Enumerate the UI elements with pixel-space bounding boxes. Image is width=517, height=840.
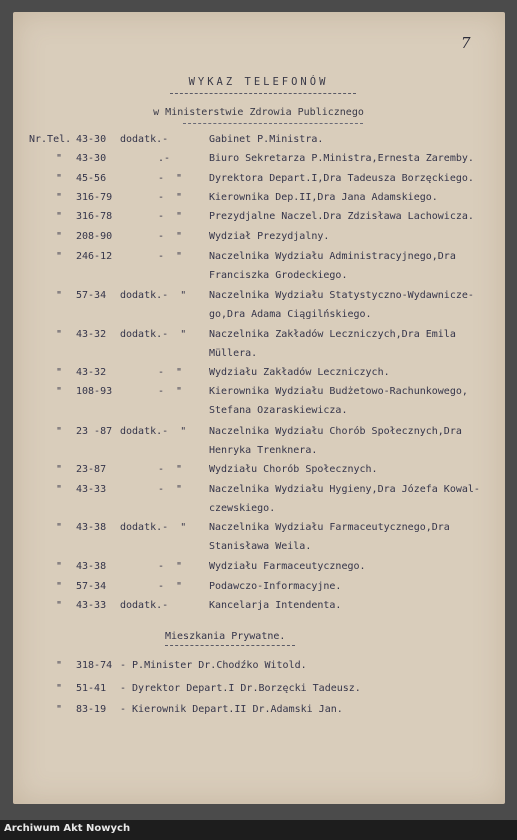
extension-marker: dodatk.- " xyxy=(120,426,187,437)
extension-marker: dodatk.- xyxy=(120,600,169,611)
entry-description: Prezydjalne Naczel.Dra Zdzisława Lachowicza. xyxy=(209,211,474,222)
document-subtitle: w Ministerstwie Zdrowia Publicznego xyxy=(153,107,364,118)
entry-description: - Kierownik Depart.II Dr.Adamski Jan. xyxy=(120,704,343,715)
phone-number: 43-30 xyxy=(76,134,107,145)
extension-marker: .- xyxy=(158,153,171,164)
extension-marker: dodatk.- xyxy=(120,134,169,145)
extension-marker: - " xyxy=(158,484,183,495)
entry-prefix: " xyxy=(56,367,63,378)
entry-description: Wydziału Chorób Społecznych. xyxy=(209,464,378,475)
entry-prefix: " xyxy=(56,153,63,164)
extension-marker: - " xyxy=(158,561,183,572)
entry-description: Henryka Trenknera. xyxy=(209,445,318,456)
entry-prefix: " xyxy=(56,660,63,671)
entry-prefix: " xyxy=(56,192,63,203)
entry-prefix: " xyxy=(56,561,63,572)
entry-description: Naczelnika Zakładów Leczniczych,Dra Emila xyxy=(209,329,456,340)
archive-name: Archiwum Akt Nowych xyxy=(4,823,131,834)
phone-number: 108-93 xyxy=(76,386,113,397)
subtitle-underline xyxy=(183,123,363,124)
entry-description: Naczelnika Wydziału Hygieny,Dra Józefa Kowal- xyxy=(209,484,480,495)
phone-number: 316-79 xyxy=(76,192,113,203)
entry-prefix: " xyxy=(56,522,63,533)
extension-marker: - " xyxy=(158,581,183,592)
phone-number: 43-33 xyxy=(76,600,107,611)
document-title: WYKAZ TELEFONÓW xyxy=(188,76,329,88)
private-section-underline xyxy=(165,645,295,646)
entry-description: - Dyrektor Depart.I Dr.Borzęcki Tadeusz. xyxy=(120,683,361,694)
title-underline xyxy=(170,93,356,94)
phone-number: 43-32 xyxy=(76,329,107,340)
entry-description: Naczelnika Wydziału Farmaceutycznego,Dra xyxy=(209,522,450,533)
entry-prefix: " xyxy=(56,600,63,611)
entry-prefix: " xyxy=(56,683,63,694)
extension-marker: dodatk.- " xyxy=(120,290,187,301)
entry-prefix: " xyxy=(56,329,63,340)
phone-number: 318-74 xyxy=(76,660,113,671)
entry-prefix: " xyxy=(56,251,63,262)
phone-number: 57-34 xyxy=(76,290,107,301)
extension-marker: dodatk.- " xyxy=(120,329,187,340)
entry-description: Kierownika Dep.II,Dra Jana Adamskiego. xyxy=(209,192,438,203)
entry-description: Naczelnika Wydziału Administracyjnego,Dra xyxy=(209,251,456,262)
phone-number: 43-32 xyxy=(76,367,107,378)
entry-prefix: " xyxy=(56,426,63,437)
entry-prefix: " xyxy=(56,173,63,184)
extension-marker: - " xyxy=(158,386,183,397)
entry-description: Müllera. xyxy=(209,348,258,359)
entry-description: Biuro Sekretarza P.Ministra,Ernesta Zaremby. xyxy=(209,153,474,164)
entry-description: Wydział Prezydjalny. xyxy=(209,231,330,242)
entry-prefix: " xyxy=(56,211,63,222)
page-number: 7 xyxy=(461,34,471,52)
extension-marker: - " xyxy=(158,173,183,184)
phone-number: 23-87 xyxy=(76,464,107,475)
entry-description: Dyrektora Depart.I,Dra Tadeusza Borzęckiego. xyxy=(209,173,474,184)
entry-description: Kierownika Wydziału Budżetowo-Rachunkowego, xyxy=(209,386,468,397)
entry-prefix: " xyxy=(56,484,63,495)
entry-prefix: " xyxy=(56,231,63,242)
entry-description: Wydziału Farmaceutycznego. xyxy=(209,561,366,572)
phone-number: 83-19 xyxy=(76,704,107,715)
entry-description: Naczelnika Wydziału Chorób Społecznych,Dra xyxy=(209,426,462,437)
phone-number: 51-41 xyxy=(76,683,107,694)
entry-description: Gabinet P.Ministra. xyxy=(209,134,324,145)
phone-number: 246-12 xyxy=(76,251,113,262)
extension-marker: - " xyxy=(158,231,183,242)
phone-number: 316-78 xyxy=(76,211,113,222)
entry-prefix: " xyxy=(56,704,63,715)
entry-description: czewskiego. xyxy=(209,503,276,514)
extension-marker: - " xyxy=(158,192,183,203)
phone-number: 57-34 xyxy=(76,581,107,592)
phone-number: 45-56 xyxy=(76,173,107,184)
entry-prefix: " xyxy=(56,464,63,475)
entry-description: Kancelarja Intendenta. xyxy=(209,600,342,611)
entry-prefix: Nr.Tel. xyxy=(29,134,72,145)
entry-prefix: " xyxy=(56,290,63,301)
extension-marker: - " xyxy=(158,211,183,222)
entry-description: Naczelnika Wydziału Statystyczno-Wydawnicze- xyxy=(209,290,474,301)
phone-number: 43-30 xyxy=(76,153,107,164)
extension-marker: - " xyxy=(158,251,183,262)
entry-prefix: " xyxy=(56,581,63,592)
entry-description: Franciszka Grodeckiego. xyxy=(209,270,348,281)
phone-number: 43-33 xyxy=(76,484,107,495)
phone-number: 43-38 xyxy=(76,561,107,572)
extension-marker: - " xyxy=(158,464,183,475)
phone-number: 43-38 xyxy=(76,522,107,533)
entry-description: - P.Minister Dr.Chodźko Witold. xyxy=(120,660,307,671)
entry-description: Wydziału Zakładów Leczniczych. xyxy=(209,367,390,378)
phone-number: 23 -87 xyxy=(76,426,113,437)
extension-marker: dodatk.- " xyxy=(120,522,187,533)
entry-description: Stefana Ozaraskiewicza. xyxy=(209,405,348,416)
private-section-heading: Mieszkania Prywatne. xyxy=(165,631,286,642)
entry-description: Podawczo-Informacyjne. xyxy=(209,581,342,592)
entry-description: go,Dra Adama Ciągilńskiego. xyxy=(209,309,372,320)
entry-prefix: " xyxy=(56,386,63,397)
phone-number: 208-90 xyxy=(76,231,113,242)
entry-description: Stanisława Weila. xyxy=(209,541,312,552)
extension-marker: - " xyxy=(158,367,183,378)
